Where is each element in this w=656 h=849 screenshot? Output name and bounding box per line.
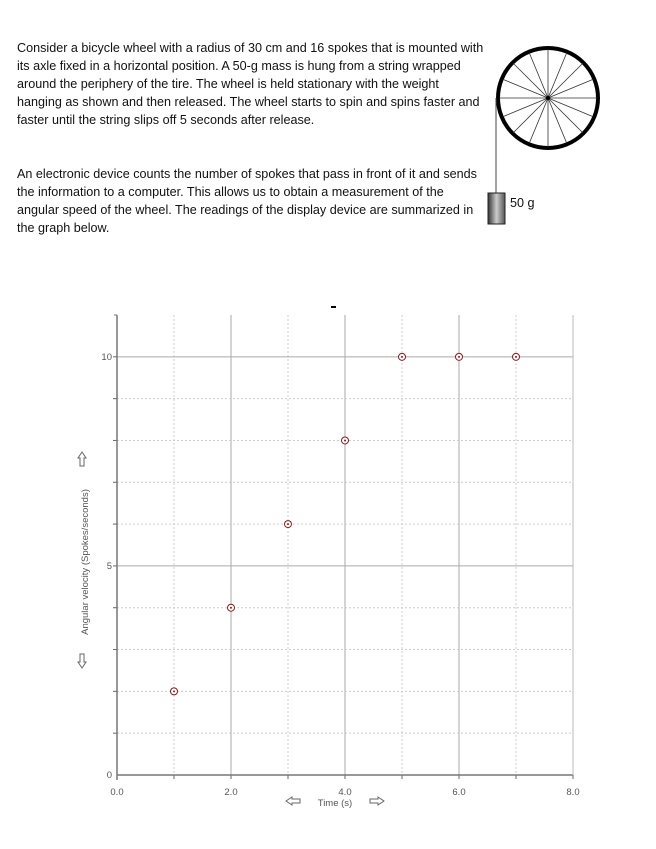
data-point-center — [230, 607, 232, 609]
data-point-center — [344, 439, 346, 441]
x-tick-label: 6.0 — [452, 787, 466, 798]
data-point-center — [458, 356, 460, 358]
wheel-hub — [546, 96, 550, 100]
x-tick-label: 0.0 — [110, 787, 124, 798]
y-scroll-up-arrow — [78, 452, 86, 466]
hanging-mass — [488, 193, 505, 224]
data-point-center — [401, 356, 403, 358]
data-point-center — [287, 523, 289, 525]
spoke — [548, 98, 583, 133]
bicycle-wheel-illustration — [488, 48, 598, 224]
x-tick-label: 2.0 — [224, 787, 238, 798]
data-point-center — [173, 690, 175, 692]
problem-paragraph-1: Consider a bicycle wheel with a radius of 30 cm and 16 spokes that is mounted with its axle fixed in a horizontal position. A 50-g mass is hung from a string wrapped around the periphery of the tire. The wheel is held stationary with the weight hanging as shown and then released. The wheel starts to spin and spins faster and faster until the string slips off 5 seconds after release. — [17, 41, 484, 127]
y-tick-label: 10 — [101, 351, 112, 363]
spoke — [513, 98, 548, 133]
y-tick-label: 5 — [106, 560, 112, 572]
y-scroll-down-arrow — [78, 654, 86, 668]
x-tick-label: 8.0 — [566, 787, 580, 798]
y-axis-label: Angular velocity (Spokes/seconds) — [80, 489, 91, 635]
x-scroll-right-arrow — [370, 797, 384, 805]
data-point-center — [515, 356, 517, 358]
x-scroll-left-arrow — [286, 797, 300, 805]
x-axis-label: Time (s) — [317, 798, 353, 809]
spoke — [548, 63, 583, 98]
y-tick-label: 0 — [106, 770, 112, 781]
mass-label: 50 g — [510, 196, 535, 210]
problem-paragraph-2: An electronic device counts the number of spokes that pass in front of it and sends the information to a computer. This allows us to obtain a measurement of the angular speed of the wheel. The readings of the display device are summarized in the graph below. — [17, 167, 477, 235]
x-tick-label: 4.0 — [338, 787, 352, 798]
spoke — [513, 63, 548, 98]
chart — [78, 307, 580, 809]
